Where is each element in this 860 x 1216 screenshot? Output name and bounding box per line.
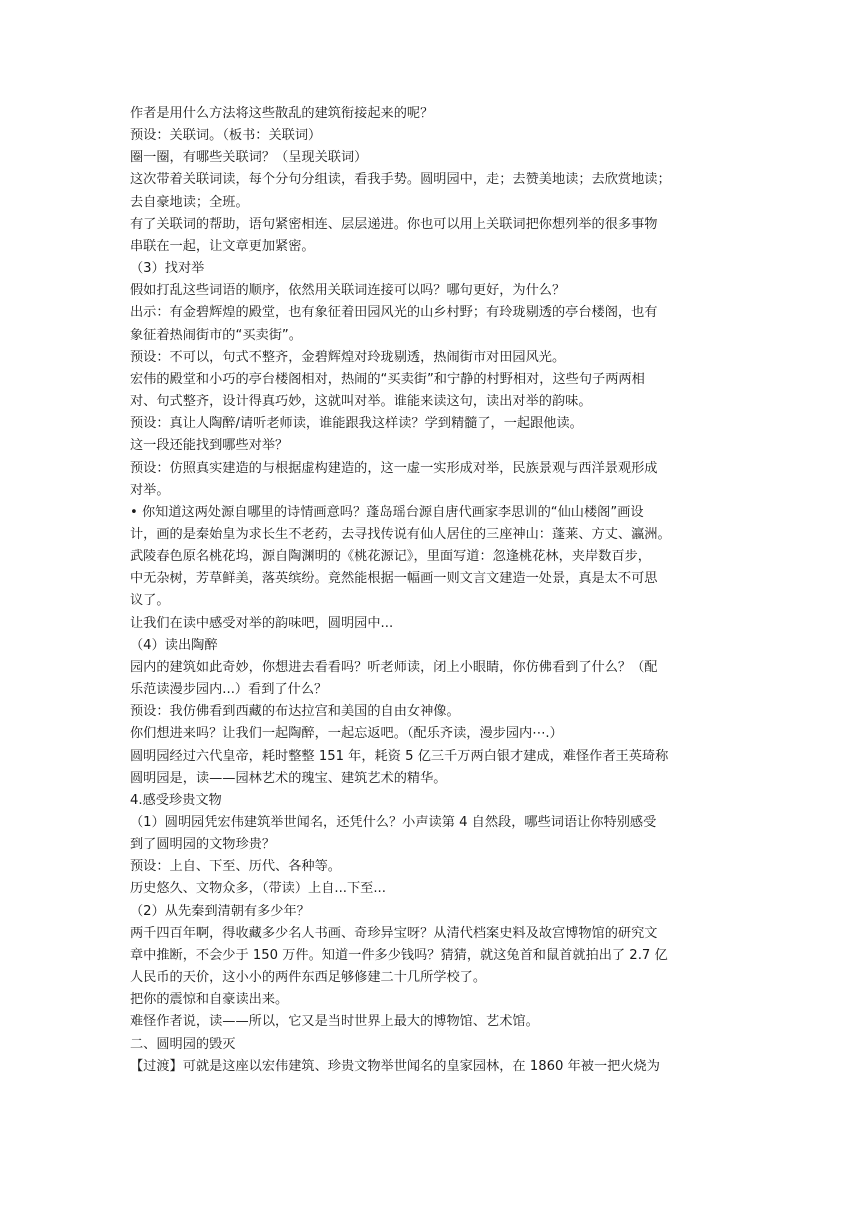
section-heading: 二、圆明园的毁灭 [130,1036,236,1052]
text-line: 让我们在读中感受对举的韵味吧，圆明园中... [130,615,394,631]
text-line: 【过渡】可就是这座以宏伟建筑、珍贵文物举世闻名的皇家园林，在 1860 年被一把火烧为 [130,1058,660,1074]
text-line: 历史悠久、文物众多，（带读）上自...下至... [130,881,386,897]
text-line: 对举。 [130,482,170,498]
text-line: 预设：上自、下至、历代、各种等。 [130,859,341,875]
text-line: 对、句式整齐，设计得真巧妙，这就叫对举。谁能来读这句，读出对举的韵味。 [130,394,592,410]
text-line: 圈一圈，有哪些关联词？（呈现关联词） [130,150,368,166]
text-line: 预设：不可以，句式不整齐，金碧辉煌对玲珑剔透，热闹街市对田园风光。 [130,349,566,365]
text-line: 预设：仿照真实建造的与根据虚构建造的，这一虚一实形成对举，民族景观与西洋景观形成 [130,460,658,476]
section-heading: （2）从先秦到清朝有多少年？ [130,903,310,919]
document-page [130,103,732,1078]
text-line: 这次带着关联词读，每个分句分组读，看我手势。圆明园中，走；去赞美地读；去欣赏地读； [130,172,671,188]
text-line: 串联在一起，让文章更加紧密。 [130,238,315,254]
bullet-line: • 你知道这两处源自哪里的诗情画意吗？蓬岛瑶台源自唐代画家李思训的“仙山楼阁”画设 [130,504,644,520]
text-line: 圆明园经过六代皇帝，耗时整整 151 年，耗资 5 亿三千万两白银才建成，难怪作者王英琦称 [130,748,669,764]
text-line: 乐范读漫步园内...）看到了什么？ [130,682,328,698]
section-heading: （3）找对举 [130,261,205,277]
text-line: 宏伟的殿堂和小巧的亭台楼阁相对，热闹的“买卖街”和宁静的村野相对，这些句子两两相 [130,371,645,387]
text-line: 假如打乱这些词语的顺序，依然用关联词连接可以吗？哪句更好，为什么？ [130,283,566,299]
text-line: 园内的建筑如此奇妙，你想进去看看吗？听老师读，闭上小眼睛，你仿佛看到了什么？（配 [130,659,658,675]
text-line: 出示：有金碧辉煌的殿堂，也有象征着田园风光的山乡村野；有玲珑剔透的亭台楼阁，也有 [130,305,658,321]
text-line: 圆明园是，读——园林艺术的瑰宝、建筑艺术的精华。 [130,770,447,786]
text-line: 武陵春色原名桃花坞，源自陶渊明的《桃花源记》，里面写道：忽逢桃花林，夹岸数百步， [130,549,651,565]
text-line: 难怪作者说，读——所以，它又是当时世界上最大的博物馆、艺术馆。 [130,1014,539,1030]
text-line: 章中推断，不会少于 150 万件。知道一件多少钱吗？猜猜，就这兔首和鼠首就拍出了 2.7 亿 [130,947,668,963]
text-line: 人民币的天价，这小小的两件东西足够修建二十几所学校了。 [130,970,487,986]
text-line: 议了。 [130,593,170,609]
text-line: 计，画的是秦始皇为求长生不老药，去寻找传说有仙人居住的三座神山：蓬莱、方丈、瀛洲。 [130,526,671,542]
text-line: 预设：我仿佛看到西藏的布达拉宫和美国的自由女神像。 [130,704,460,720]
section-heading: （4）读出陶醉 [130,637,218,653]
text-line: 把你的震惊和自豪读出来。 [130,992,289,1008]
text-line: 两千四百年啊，得收藏多少名人书画、奇珍异宝呀？从清代档案史料及故宫博物馆的研究文 [130,925,658,941]
text-line: 预设：关联词。（板书：关联词） [130,128,322,144]
section-heading: 4.感受珍贵文物 [130,792,222,808]
text-line: 到了圆明园的文物珍贵？ [130,837,276,853]
text-line: 这一段还能找到哪些对举？ [130,438,289,454]
text-line: 作者是用什么方法将这些散乱的建筑衔接起来的呢？ [130,106,434,121]
text-line: 你们想进来吗？让我们一起陶醉，一起忘返吧。（配乐齐读，漫步园内⋯.） [130,726,563,742]
text-line: （1）圆明园凭宏伟建筑举世闻名，还凭什么？小声读第 4 自然段，哪些词语让你特别感受 [130,815,657,830]
text-line: 象征着热闹街市的“买卖街”。 [130,327,302,343]
text-line: 去自豪地读；全班。 [130,194,249,210]
text-line: 预设：真让人陶醉/请听老师读，谁能跟我这样读？学到精髓了，一起跟他读。 [130,416,583,432]
text-line: 中无杂树，芳草鲜美，落英缤纷。竟然能根据一幅画一则文言文建造一处景，真是太不可思 [130,571,658,587]
text-line: 有了关联词的帮助，语句紧密相连、层层递进。你也可以用上关联词把你想列举的很多事物 [130,216,658,232]
